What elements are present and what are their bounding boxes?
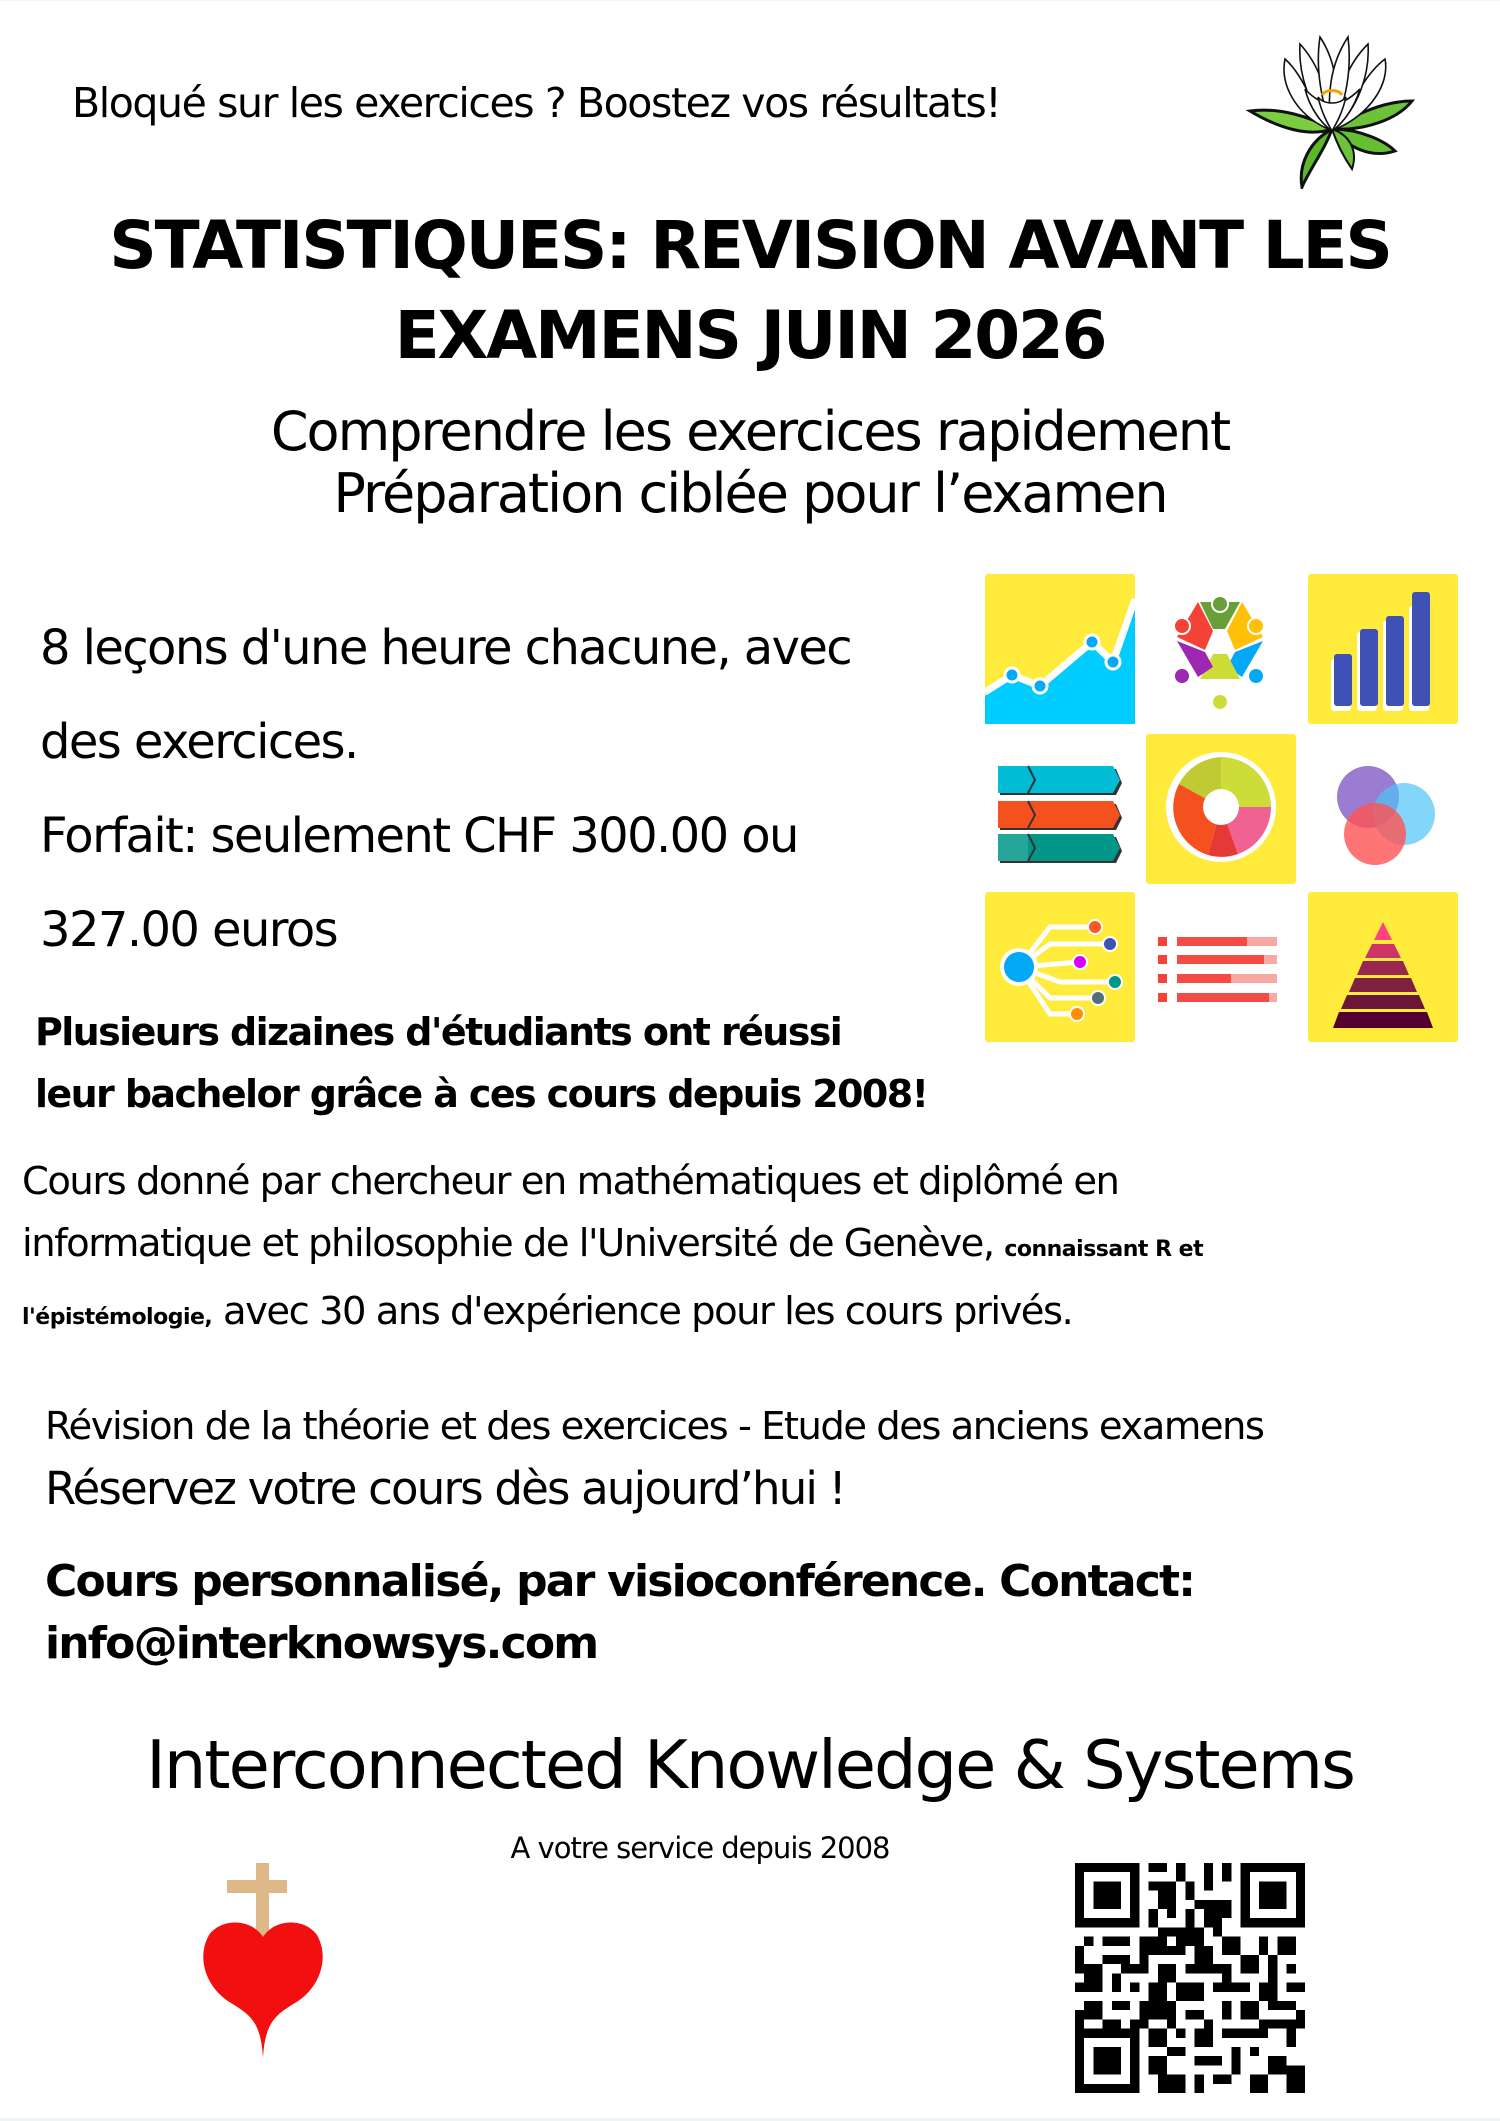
tagline: Bloqué sur les exercices ? Boostez vos résultats!	[72, 79, 1001, 127]
hexagon-cycle-icon	[1145, 574, 1295, 724]
revision-info	[45, 1396, 1263, 1520]
arrow-list-icon	[985, 734, 1135, 884]
success-line-1: Plusieurs dizaines d'étudiants ont réussi	[35, 1010, 842, 1054]
sacred-heart-cross-icon	[195, 1863, 335, 2073]
page-title	[0, 201, 1500, 381]
offer-line-2: des exercices.	[40, 714, 358, 770]
brand-since: A votre service depuis 2008	[510, 1831, 890, 1865]
bio-line-2: informatique et philosophie de l'Université de Genève,	[22, 1221, 994, 1266]
subtitle	[0, 401, 1500, 525]
reserve-call-to-action: Réservez votre cours dès aujourd’hui !	[45, 1462, 845, 1515]
bio-line-1: Cours donné par chercheur en mathématiques et diplômé en	[22, 1159, 1119, 1204]
venn-diagram-icon	[1308, 734, 1458, 884]
offer-line-4: 327.00 euros	[40, 902, 338, 958]
pyramid-chart-icon	[1308, 892, 1458, 1042]
lotus-flower-icon	[1240, 29, 1420, 189]
title-line-2: EXAMENS JUIN 2026	[394, 297, 1106, 374]
contact-email-link[interactable]: info@interknowsys.com	[45, 1618, 598, 1669]
contact-info	[45, 1551, 1194, 1675]
donut-chart-icon	[1146, 734, 1296, 884]
success-line-2: leur bachelor grâce à ces cours depuis 2008!	[35, 1072, 928, 1116]
progress-bars-icon	[1146, 892, 1296, 1042]
subtitle-line-2: Préparation ciblée pour l’examen	[333, 462, 1167, 525]
offer-description	[40, 601, 980, 977]
network-tree-icon	[985, 892, 1135, 1042]
offer-line-1: 8 leçons d'une heure chacune, avec	[40, 620, 852, 676]
revision-line-1: Révision de la théorie et des exercices - Etude des anciens examens	[45, 1404, 1264, 1449]
offer-line-3: Forfait: seulement CHF 300.00 ou	[40, 808, 798, 864]
brand-name: Interconnected Knowledge & Systems	[146, 1726, 1354, 1804]
success-statement	[35, 1001, 927, 1125]
title-line-1: STATISTIQUES: REVISION AVANT LES	[109, 207, 1391, 284]
area-line-chart-icon	[985, 574, 1135, 724]
bio-small-2: l'épistémologie,	[22, 1305, 213, 1330]
bar-chart-icon	[1308, 574, 1458, 724]
bio-small-1: connaissant R et	[1004, 1237, 1204, 1262]
bio-line-3: avec 30 ans d'expérience pour les cours privés.	[223, 1289, 1073, 1334]
qr-code-icon[interactable]	[1075, 1863, 1305, 2093]
subtitle-line-1: Comprendre les exercices rapidement	[270, 400, 1230, 463]
contact-line: Cours personnalisé, par visioconférence. Contact:	[45, 1556, 1195, 1607]
tutor-bio	[22, 1151, 1492, 1349]
